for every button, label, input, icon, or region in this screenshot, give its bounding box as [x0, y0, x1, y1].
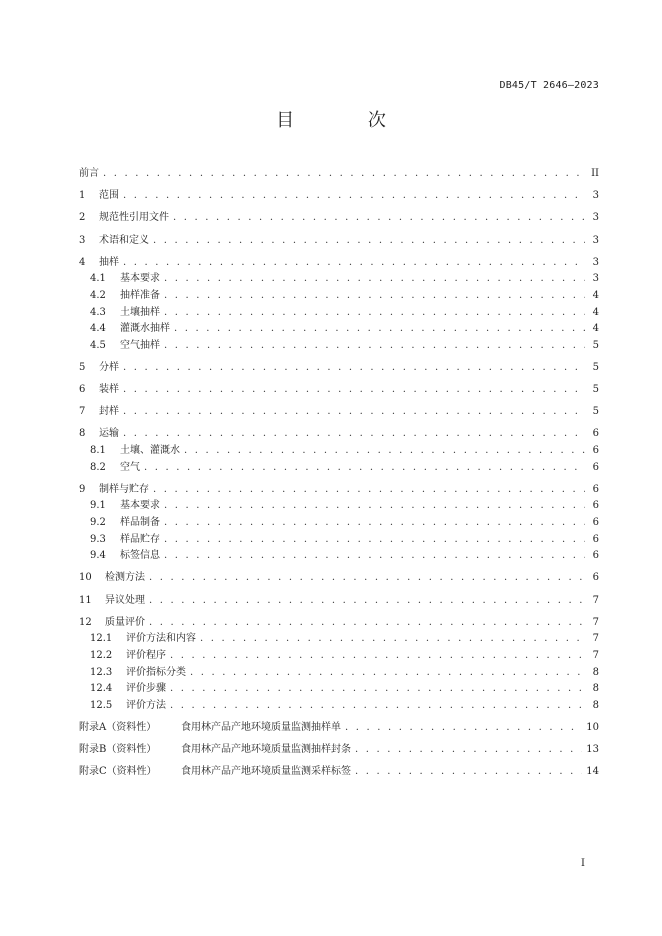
toc-entry[interactable] [79, 166, 599, 183]
toc-dot-leader [153, 482, 585, 499]
toc-dot-leader [103, 166, 585, 183]
toc-entry-page: 4 [592, 306, 599, 318]
toc-entry-label: 样品贮存 [120, 533, 160, 545]
toc-entry-label: 标签信息 [120, 550, 160, 562]
toc-entry[interactable] [79, 288, 599, 305]
toc-entry-number: 8.2 [90, 461, 106, 473]
toc-entry-page: 3 [592, 234, 599, 246]
toc-entry-label: 基本要求 [120, 500, 160, 512]
toc-entry-number: 12.5 [90, 699, 113, 711]
toc-entry-page: 8 [592, 699, 599, 711]
toc-entry[interactable] [79, 665, 599, 682]
toc-entry[interactable] [79, 532, 599, 549]
toc-dot-leader [149, 615, 585, 632]
toc-entry-number: 8 [79, 428, 86, 440]
toc-dot-leader [164, 338, 585, 355]
toc-entry-page: 4 [592, 289, 599, 301]
toc-entry-label: 评价方法和内容 [126, 633, 196, 645]
toc-entry-number: 11 [79, 594, 92, 606]
toc-entry[interactable] [79, 593, 599, 610]
toc-entry-label: 评价步骤 [126, 683, 166, 695]
toc-entry-label: 术语和定义 [99, 234, 149, 246]
toc-entry-label: 土壤、灌溉水 [120, 445, 180, 457]
toc-entry-number: 4.5 [90, 339, 106, 351]
toc-dot-leader [164, 498, 585, 515]
toc-dot-leader [173, 210, 585, 227]
toc-entry-number: 4.2 [90, 289, 106, 301]
toc-entry-number: 附录B（资料性） [79, 744, 157, 756]
toc-entry[interactable] [79, 321, 599, 338]
toc-entry[interactable] [79, 548, 599, 565]
toc-dot-leader [345, 720, 582, 737]
toc-entry[interactable] [79, 210, 599, 227]
toc-entry-number: 7 [79, 406, 86, 418]
toc-dot-leader [164, 515, 585, 532]
toc-entry-number: 1 [79, 190, 86, 202]
toc-entry-page: 8 [592, 666, 599, 678]
toc-dot-leader [184, 443, 585, 460]
toc-entry-label: 空气 [120, 461, 140, 473]
toc-entry-number: 9.1 [90, 500, 106, 512]
toc-entry[interactable] [79, 681, 599, 698]
toc-dot-leader [170, 698, 585, 715]
toc-entry-page: 8 [592, 683, 599, 695]
toc-entry-label: 异议处理 [105, 594, 145, 606]
toc-entry-label: 空气抽样 [120, 339, 160, 351]
toc-entry-number: 3 [79, 234, 86, 246]
toc-entry-number: 9.4 [90, 550, 106, 562]
toc-entry[interactable] [79, 271, 599, 288]
toc-entry-page: 6 [592, 517, 599, 529]
toc-dot-leader [164, 288, 585, 305]
toc-dot-leader [200, 631, 585, 648]
toc-entry-number: 8.1 [90, 445, 106, 457]
toc-entry-number: 12.2 [90, 649, 113, 661]
toc-entry-page: 7 [592, 594, 599, 606]
toc-entry[interactable] [79, 305, 599, 322]
toc-entry-page: 5 [592, 384, 599, 396]
toc-entry-label: 质量评价 [105, 616, 145, 628]
toc-entry[interactable] [79, 404, 599, 421]
toc-entry-page: 4 [592, 323, 599, 335]
toc-entry[interactable] [79, 360, 599, 377]
toc-entry[interactable] [79, 615, 599, 632]
toc-entry-number: 5 [79, 361, 86, 373]
toc-entry-page: 6 [592, 483, 599, 495]
toc-entry-page: 3 [592, 273, 599, 285]
toc-entry-label: 灌溉水抽样 [120, 323, 170, 335]
toc-entry-page: 6 [592, 445, 599, 457]
toc-entry[interactable] [79, 698, 599, 715]
toc-dot-leader [123, 360, 585, 377]
toc-entry-page: 5 [592, 406, 599, 418]
toc-dot-leader [170, 648, 585, 665]
toc-entry-number: 9.3 [90, 533, 106, 545]
toc-entry-page: 3 [592, 256, 599, 268]
toc-entry-page: 6 [592, 550, 599, 562]
toc-entry-page: 6 [592, 461, 599, 473]
toc-dot-leader [164, 548, 585, 565]
toc-entry-label: 评价指标分类 [126, 666, 186, 678]
toc-entry-label: 样品制备 [120, 517, 160, 529]
toc-dot-leader [149, 570, 585, 587]
table-of-contents [79, 166, 599, 781]
toc-entry-page: 3 [592, 212, 599, 224]
toc-entry-number: 附录C（资料性） [79, 766, 157, 778]
toc-entry-page: 6 [592, 572, 599, 584]
toc-entry-number: 4.1 [90, 273, 106, 285]
page-number: I [581, 858, 585, 869]
toc-entry-page: 5 [592, 361, 599, 373]
toc-entry-number: 6 [79, 384, 86, 396]
toc-entry-number: 10 [79, 572, 92, 584]
toc-entry-number: 附录A（资料性） [79, 721, 157, 733]
toc-entry-number: 12 [79, 616, 92, 628]
toc-entry[interactable] [79, 482, 599, 499]
toc-entry-page: II [591, 168, 599, 179]
toc-entry[interactable] [79, 443, 599, 460]
toc-entry-label: 食用林产品产地环境质量监测抽样单 [181, 721, 341, 733]
toc-entry[interactable] [79, 515, 599, 532]
toc-entry-number: 9 [79, 483, 86, 495]
toc-entry[interactable] [79, 188, 599, 205]
toc-entry[interactable] [79, 742, 599, 759]
toc-entry-page: 6 [592, 428, 599, 440]
toc-entry-label: 分样 [99, 361, 119, 373]
toc-entry-page: 14 [586, 766, 599, 778]
toc-dot-leader [149, 593, 585, 610]
toc-entry-number: 9.2 [90, 517, 106, 529]
toc-entry[interactable] [79, 255, 599, 272]
toc-entry[interactable] [79, 648, 599, 665]
toc-entry[interactable] [79, 631, 599, 648]
toc-entry[interactable] [79, 426, 599, 443]
toc-dot-leader [164, 532, 585, 549]
toc-dot-leader [355, 764, 582, 781]
toc-entry-label: 评价程序 [126, 649, 166, 661]
toc-entry-page: 6 [592, 533, 599, 545]
toc-dot-leader [123, 382, 585, 399]
toc-dot-leader [355, 742, 582, 759]
toc-entry[interactable] [79, 764, 599, 781]
toc-entry-number: 12.3 [90, 666, 113, 678]
toc-entry-page: 10 [586, 721, 599, 733]
toc-entry-label: 检测方法 [105, 572, 145, 584]
toc-entry-label: 制样与贮存 [99, 483, 149, 495]
toc-entry-page: 13 [586, 744, 599, 756]
toc-dot-leader [174, 321, 585, 338]
page-title: 目 次 [276, 110, 420, 131]
toc-entry-page: 6 [592, 500, 599, 512]
toc-dot-leader [170, 681, 585, 698]
toc-entry-label: 抽样准备 [120, 289, 160, 301]
toc-entry[interactable] [79, 233, 599, 250]
toc-entry-page: 5 [592, 339, 599, 351]
toc-dot-leader [123, 255, 585, 272]
toc-entry-label: 土壤抽样 [120, 306, 160, 318]
toc-entry-number: 12.1 [90, 633, 113, 645]
toc-entry-number: 12.4 [90, 683, 113, 695]
toc-entry-label: 基本要求 [120, 273, 160, 285]
toc-entry-label: 范围 [99, 190, 119, 202]
toc-dot-leader [123, 426, 585, 443]
toc-entry[interactable] [79, 570, 599, 587]
toc-entry-number: 2 [79, 212, 86, 224]
toc-entry-page: 3 [592, 190, 599, 202]
toc-entry-page: 7 [592, 616, 599, 628]
toc-entry-label: 前言 [79, 168, 99, 179]
toc-dot-leader [123, 188, 585, 205]
toc-entry-label: 规范性引用文件 [99, 212, 169, 224]
toc-entry-page: 7 [592, 633, 599, 645]
toc-entry-label: 运输 [99, 428, 119, 440]
toc-entry[interactable] [79, 338, 599, 355]
toc-entry[interactable] [79, 498, 599, 515]
toc-dot-leader [144, 460, 585, 477]
toc-dot-leader [153, 233, 585, 250]
toc-entry[interactable] [79, 382, 599, 399]
toc-entry-number: 4.3 [90, 306, 106, 318]
toc-dot-leader [164, 271, 585, 288]
toc-entry-label: 食用林产品产地环境质量监测采样标签 [181, 766, 351, 778]
toc-dot-leader [164, 305, 585, 322]
toc-entry-number: 4.4 [90, 323, 106, 335]
document-code: DB45/T 2646—2023 [499, 80, 599, 91]
toc-dot-leader [123, 404, 585, 421]
toc-entry-label: 装样 [99, 384, 119, 396]
toc-entry[interactable] [79, 460, 599, 477]
toc-entry-label: 封样 [99, 406, 119, 418]
toc-entry-label: 食用林产品产地环境质量监测抽样封条 [181, 744, 351, 756]
toc-entry[interactable] [79, 720, 599, 737]
toc-dot-leader [190, 665, 585, 682]
toc-entry-label: 评价方法 [126, 699, 166, 711]
toc-entry-page: 7 [592, 649, 599, 661]
toc-entry-number: 4 [79, 256, 86, 268]
toc-entry-label: 抽样 [99, 256, 119, 268]
